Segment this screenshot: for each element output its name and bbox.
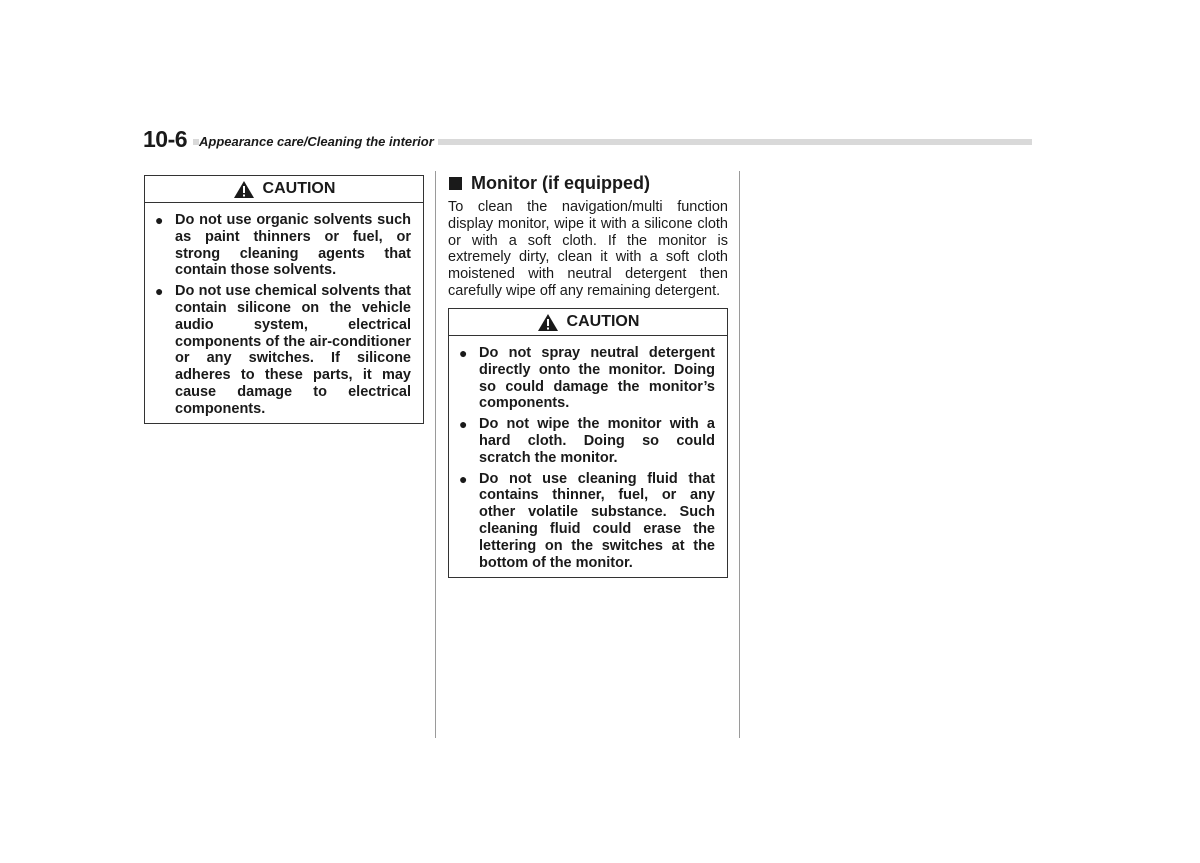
caution-item bbox=[155, 212, 411, 279]
bullet-dot-icon: ● bbox=[155, 283, 164, 300]
caution-item-text: Do not wipe the monitor with a hard cloth. Doing so could scratch the monitor. bbox=[479, 416, 715, 466]
caution-item bbox=[459, 416, 715, 466]
column-divider bbox=[435, 171, 436, 738]
bullet-dot-icon: ● bbox=[459, 470, 468, 487]
bullet-dot-icon: ● bbox=[155, 212, 164, 228]
caution-header bbox=[145, 176, 423, 203]
caution-list bbox=[449, 336, 727, 579]
monitor-body-text: To clean the navigation/multi function display monitor, wipe it with a silicone cloth or with a soft cloth. If the monitor is extremely dirty, clean it with a soft cloth moistened with neutral detergent then carefully wipe off any remaining detergent. bbox=[448, 199, 728, 299]
column-divider bbox=[739, 171, 740, 738]
caution-item bbox=[459, 471, 715, 572]
monitor-heading bbox=[449, 173, 650, 194]
section-title: Appearance care/Cleaning the interior bbox=[199, 134, 438, 149]
square-bullet-icon bbox=[449, 177, 462, 190]
caution-item-text: Do not use cleaning fluid that contains thinner, fuel, or any other volatile substance. Such cleaning fluid could erase the lettering on the switches at the bottom of the monitor. bbox=[479, 470, 715, 571]
caution-list bbox=[145, 203, 423, 426]
caution-box-solvents bbox=[144, 175, 424, 424]
page-number: 10-6 bbox=[143, 126, 193, 152]
caution-item bbox=[155, 283, 411, 417]
warning-triangle-icon bbox=[537, 313, 559, 332]
caution-header bbox=[449, 309, 727, 336]
caution-item-text: Do not use chemical solvents that contain silicone on the vehicle audio system, electrical components of the air-conditioner or any switches. If silicone adheres to these parts, it may cause damage to electrical components. bbox=[175, 283, 411, 417]
caution-box-monitor bbox=[448, 308, 728, 578]
caution-title: CAUTION bbox=[262, 180, 336, 197]
caution-title: CAUTION bbox=[566, 313, 640, 330]
monitor-heading-text: Monitor (if equipped) bbox=[471, 173, 650, 193]
caution-item-text: Do not use organic solvents such as paint thinners or fuel, or strong cleaning agents that contain those solvents. bbox=[175, 212, 411, 279]
bullet-dot-icon: ● bbox=[459, 345, 468, 361]
bullet-dot-icon: ● bbox=[459, 416, 468, 433]
warning-triangle-icon bbox=[233, 180, 255, 199]
caution-item bbox=[459, 345, 715, 412]
caution-item-text: Do not spray neutral detergent directly onto the monitor. Doing so could damage the monitor’s components. bbox=[479, 345, 715, 412]
page-header bbox=[143, 126, 1032, 152]
